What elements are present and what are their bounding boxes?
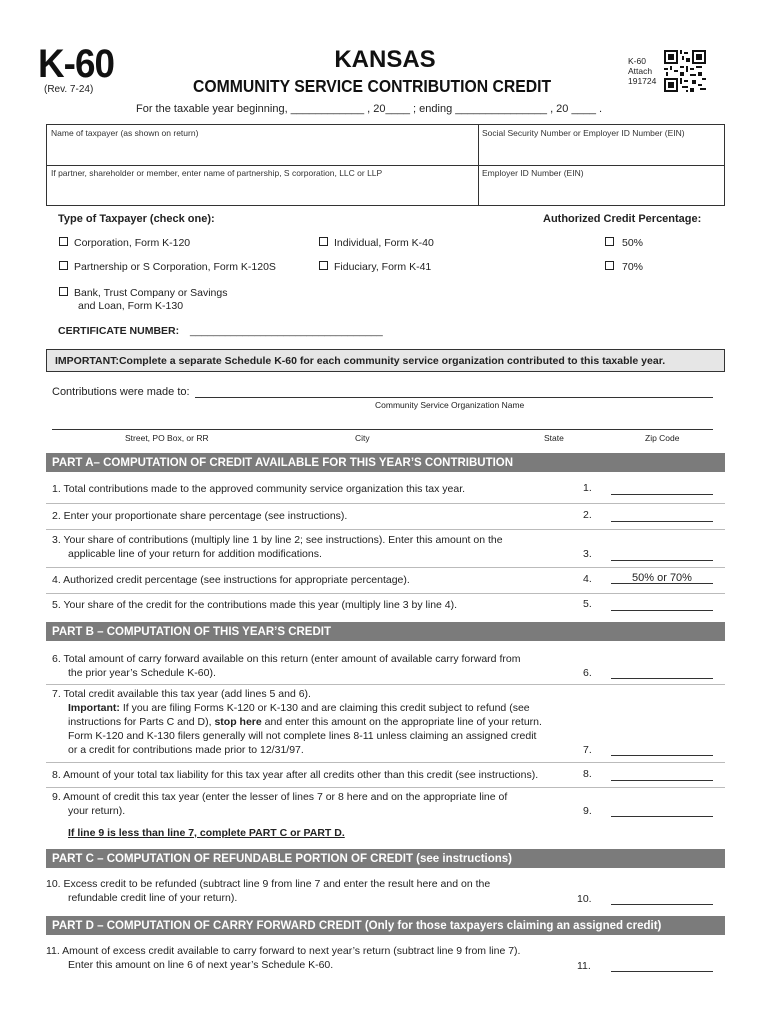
individual-label: Individual, Form K-40 xyxy=(334,237,434,249)
line-3-number: 3. xyxy=(583,548,592,560)
line-10-amount[interactable] xyxy=(611,893,713,905)
line-2-amount[interactable] xyxy=(611,510,713,522)
partnership-label: Partnership or S Corporation, Form K-120S xyxy=(74,261,276,273)
part-b-heading: PART B – COMPUTATION OF THIS YEAR’S CREDIT xyxy=(46,622,725,641)
line-3-amount[interactable] xyxy=(611,549,713,561)
line-5-amount[interactable] xyxy=(611,599,713,611)
line-8-number: 8. xyxy=(583,768,592,780)
line-1-text: 1. Total contributions made to the approved community service organization this tax year. xyxy=(52,483,466,495)
important-notice xyxy=(46,349,725,372)
form-title: COMMUNITY SERVICE CONTRIBUTION CREDIT xyxy=(193,76,552,96)
important-text: Complete a separate Schedule K-60 for each community service organization contributed to this taxable year. xyxy=(118,354,666,367)
bank-checkbox[interactable] xyxy=(59,287,68,296)
line-6-amount[interactable] xyxy=(611,667,713,679)
city-caption: City xyxy=(355,433,370,443)
line-6-text-a: 6. Total amount of carry forward available on this return (enter amount of available carry forward from xyxy=(52,653,521,665)
line-7-stop-here: stop here xyxy=(214,716,262,728)
contributions-label: Contributions were made to: xyxy=(52,386,190,398)
ssn-label: Social Security Number or Employer ID Number (EIN) xyxy=(482,128,685,138)
partnership-name-field[interactable] xyxy=(47,165,477,205)
attach-block xyxy=(628,56,656,86)
line-11-amount[interactable] xyxy=(611,960,713,972)
percent-50-label: 50% xyxy=(622,237,644,249)
line-8-text: 8. Amount of your total tax liability for this tax year after all credits other than this credit (see instructions). xyxy=(52,769,539,781)
line-10-text-a: 10. Excess credit to be refunded (subtract line 9 from line 7 and enter the result here and on the xyxy=(46,878,491,890)
line-7-c-post: and enter this amount on the appropriate line of your return. xyxy=(261,716,542,728)
taxpayer-type-heading: Type of Taxpayer (check one): xyxy=(58,213,215,225)
corporation-label: Corporation, Form K-120 xyxy=(74,237,191,249)
line-7-text-a: 7. Total credit available this tax year (add lines 5 and 6). xyxy=(52,688,311,700)
taxpayer-name-field[interactable] xyxy=(47,125,477,164)
line-10-number: 10. xyxy=(577,893,592,905)
line-2-number: 2. xyxy=(583,509,592,521)
line-9-text-a: 9. Amount of credit this tax year (enter the lesser of lines 7 or 8 here and on the appropriate line of xyxy=(52,791,508,803)
fiduciary-label: Fiduciary, Form K-41 xyxy=(334,261,432,273)
line-9-text-b: your return). xyxy=(68,805,126,817)
line-3-text-b: applicable line of your return for addition modifications. xyxy=(68,548,322,560)
line-2-text: 2. Enter your proportionate share percentage (see instructions). xyxy=(52,510,348,522)
line-7-important-text: If you are filing Forms K-120 or K-130 and are claiming this credit subject to refund (see xyxy=(119,702,530,714)
ein-label: Employer ID Number (EIN) xyxy=(482,168,584,178)
street-caption: Street, PO Box, or RR xyxy=(125,433,209,443)
line-6-text-b: the prior year’s Schedule K-60). xyxy=(68,667,216,679)
part-d-heading: PART D – COMPUTATION OF CARRY FORWARD CREDIT (Only for those taxpayers claiming an assigned credit) xyxy=(46,916,725,935)
part-a-heading: PART A– COMPUTATION OF CREDIT AVAILABLE FOR THIS YEAR’S CONTRIBUTION xyxy=(46,453,725,472)
taxpayer-name-label: Name of taxpayer (as shown on return) xyxy=(51,128,199,138)
qr-code-icon xyxy=(664,50,706,92)
line-7-important-label: Important: xyxy=(68,702,120,714)
line-6-number: 6. xyxy=(583,667,592,679)
bank-label-line1: Bank, Trust Company or Savings xyxy=(74,287,228,299)
important-prefix: IMPORTANT: xyxy=(55,354,119,367)
line-11-text-a: 11. Amount of excess credit available to carry forward to next year’s return (subtract line 9 from line 7). xyxy=(46,945,521,957)
percent-70-checkbox[interactable] xyxy=(605,261,614,270)
organization-name-caption: Community Service Organization Name xyxy=(375,400,525,410)
percent-70-label: 70% xyxy=(622,261,644,273)
corporation-checkbox[interactable] xyxy=(59,237,68,246)
line-4-text: 4. Authorized credit percentage (see instructions for appropriate percentage). xyxy=(52,574,410,586)
line-1-number: 1. xyxy=(583,482,592,494)
line-4-amount[interactable]: 50% or 70% xyxy=(611,572,713,584)
line-3-text-a: 3. Your share of contributions (multiply line 1 by line 2; see instructions). Enter this amount on the xyxy=(52,534,503,546)
form-id: K-60 xyxy=(38,42,115,86)
individual-checkbox[interactable] xyxy=(319,237,328,246)
ein-field[interactable] xyxy=(478,165,724,205)
line-8-amount[interactable] xyxy=(611,769,713,781)
zip-caption: Zip Code xyxy=(645,433,680,443)
line-7-number: 7. xyxy=(583,744,592,756)
percent-50-checkbox[interactable] xyxy=(605,237,614,246)
line-1-amount[interactable] xyxy=(611,483,713,495)
fiduciary-checkbox[interactable] xyxy=(319,261,328,270)
line-4-number: 4. xyxy=(583,573,592,585)
line-7-amount[interactable] xyxy=(611,744,713,756)
line-7-text-b xyxy=(68,701,530,715)
part-c-heading: PART C – COMPUTATION OF REFUNDABLE PORTION OF CREDIT (see instructions) xyxy=(46,849,725,868)
partnership-checkbox[interactable] xyxy=(59,261,68,270)
line-9-amount[interactable] xyxy=(611,805,713,817)
revision-label: (Rev. 7-24) xyxy=(44,84,94,95)
organization-name-field[interactable] xyxy=(195,385,713,398)
line-9-number: 9. xyxy=(583,805,592,817)
line-5-text: 5. Your share of the credit for the contributions made this year (multiply line 3 by line 4). xyxy=(52,599,458,611)
ssn-field[interactable] xyxy=(478,125,724,164)
line-11-text-b: Enter this amount on line 6 of next year’s Schedule K-60. xyxy=(68,959,334,971)
address-field-line[interactable] xyxy=(52,418,713,430)
credit-percentage-heading: Authorized Credit Percentage: xyxy=(543,213,702,225)
line-7-text-c xyxy=(68,715,542,729)
line-7-text-e: or a credit for contributions made prior to 12/31/97. xyxy=(68,744,304,756)
attach-code: 191724 xyxy=(628,76,657,86)
state-title: KANSAS xyxy=(334,46,436,73)
part-b-note: If line 9 is less than line 7, complete PART C or PART D. xyxy=(68,827,345,839)
bank-label-line2: and Loan, Form K-130 xyxy=(78,300,184,312)
line-11-number: 11. xyxy=(577,960,591,972)
partnership-name-label: If partner, shareholder or member, enter name of partnership, S corporation, LLC or LLP xyxy=(51,168,383,178)
line-5-number: 5. xyxy=(583,598,592,610)
line-7-text-d: Form K-120 and K-130 filers generally will not complete lines 8-11 unless claiming an assigned credit xyxy=(68,730,537,742)
certificate-number-field[interactable]: _________________________________ xyxy=(190,325,383,337)
tax-year-line: For the taxable year beginning, ____________ , 20____ ; ending _______________ , 20 ____ . xyxy=(136,103,603,115)
attach-label: Attach xyxy=(628,66,653,76)
attach-form-id: K-60 xyxy=(628,56,646,66)
certificate-number-label: CERTIFICATE NUMBER: xyxy=(58,325,180,337)
line-10-text-b: refundable credit line of your return). xyxy=(68,892,238,904)
line-7-c-pre: instructions for Parts C and D), xyxy=(68,716,215,728)
state-caption: State xyxy=(544,433,564,443)
